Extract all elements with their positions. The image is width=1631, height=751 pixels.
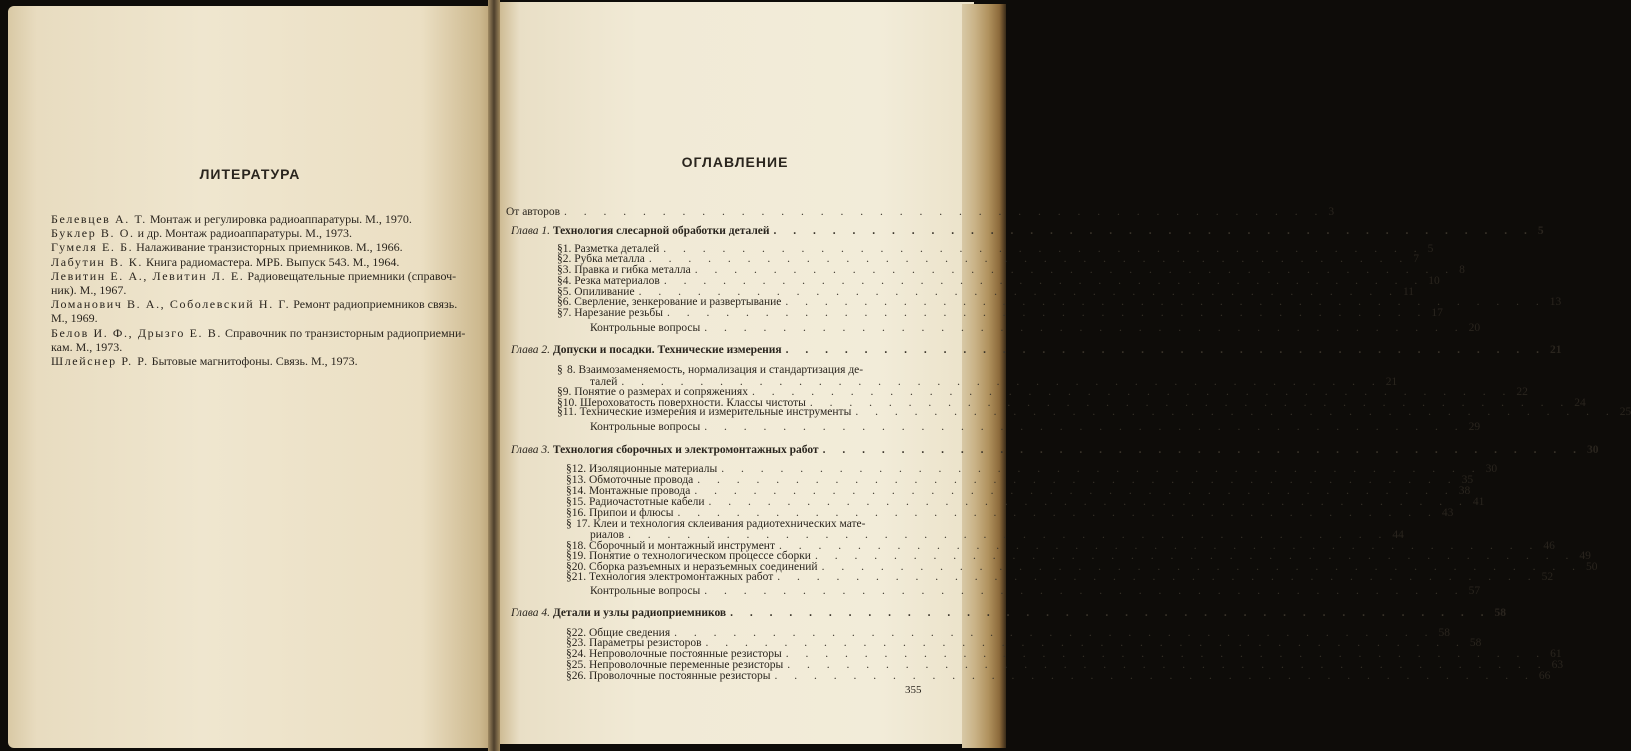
toc-chapter <box>511 344 1562 356</box>
toc-entry-text: Контрольные вопросы <box>590 421 701 433</box>
toc-entry-text: 6. Сверление, зенкерование и развертывание <box>562 296 782 308</box>
toc-entry-text: От авторов <box>506 206 561 218</box>
leader-dots: . . . . . . . . . . . . . . . . . . . . . . . . . . . . . . . . . . . . . . . <box>663 243 1424 255</box>
toc-entry-text: Технология слесарной обработки деталей <box>552 225 770 237</box>
toc-page-number: 5 <box>1427 243 1434 255</box>
leader-dots: . . . . . . . . . . . . . . . . . . . . . . . . . . . . . . . . . . . . . . . <box>648 253 1410 265</box>
toc-page-number: 58 <box>1438 627 1450 639</box>
toc-page-number: 11 <box>1402 286 1415 298</box>
toc-chapter <box>511 607 1507 619</box>
toc-page-number: 5 <box>1537 225 1544 237</box>
reference-text: Радиовещательные приемники (справоч- <box>244 268 457 283</box>
reference-author: Шлейснер Р. Р. <box>51 354 149 369</box>
toc-entry-text: талей <box>590 376 618 388</box>
toc-entry-text: 15. Радиочастотные кабели <box>571 496 705 508</box>
toc-entry-text: 3. Правка и гибка металла <box>562 264 691 276</box>
leader-dots: . . . . . . . . . . . . . . . . . . . . . . . . . . . . . . . . . . . . . . . <box>674 627 1435 639</box>
leader-dots: . . . . . . . . . . . . . . . . . . . . . . . . . . . . . . . . . . . . . . . <box>638 286 1399 298</box>
leader-dots: . . . . . . . . . . . . . . . . . . . . . . . . . . . . . . . . . . . . . . . <box>677 507 1438 519</box>
toc-page-number: 50 <box>1585 561 1598 573</box>
leader-dots: . . . . . . . . . . . . . . . . . . . . . . . . . . . . . . . . . . . . . . . <box>751 386 1513 398</box>
leader-dots: . . . . . . . . . . . . . . . . . . . . . . . . . . . . . . . . . . . . . . . <box>621 376 1382 388</box>
contents-title: ОГЛАВЛЕНИЕ <box>681 154 789 170</box>
leader-dots: . . . . . . . . . . . . . . . . . . . . . . . . . . . . . . . . . . . . . . . <box>704 421 1465 433</box>
toc-page-number: 46 <box>1543 540 1555 552</box>
toc-entry-text: Контрольные вопросы <box>590 585 701 597</box>
toc-page-number: 30 <box>1586 444 1599 456</box>
section-sign: § <box>566 659 572 671</box>
toc-entry-text: Допуски и посадки. Технические измерения <box>552 344 782 356</box>
leader-dots: . . . . . . . . . . . . . . . . . . . . . . . . . . . . . . . . . . . . . . . <box>774 670 1535 682</box>
section-sign: § <box>566 518 572 530</box>
leader-dots: . . . . . . . . . . . . . . . . . . . . . . . . . . . . . . . . . . . . . . . <box>787 659 1548 671</box>
leader-dots: . . . . . . . . . . . . . . . . . . . . . . . . . . . . . . . . . . . . . . . <box>778 540 1540 552</box>
toc-page-number: 20 <box>1468 322 1481 334</box>
chapter-label: Глава 3. <box>511 444 553 456</box>
reference-continuation: ник). М., 1967. <box>51 283 127 298</box>
section-sign: § <box>566 496 572 508</box>
reference-author: Белов И. Ф., Дрызго Е. В. <box>51 325 222 340</box>
reference-author: Лабутин В. К. <box>51 254 144 269</box>
toc-entry <box>566 571 1554 583</box>
toc-entry-text: 16. Припои и флюсы <box>571 507 674 519</box>
section-sign: § <box>566 550 572 562</box>
toc-entry-text: 10. Шероховатость поверхности. Классы чистоты <box>562 397 806 409</box>
section-sign: § <box>566 670 572 682</box>
section-sign: § <box>566 507 572 519</box>
toc-entry-text: 26. Проволочные постоянные резисторы <box>571 670 771 682</box>
page-number: 355 <box>905 684 922 696</box>
reference-text: и др. Монтаж радиоаппаратуры. М., 1973. <box>134 226 352 241</box>
toc-page-number: 58 <box>1469 637 1482 649</box>
toc-entry-text: 7. Нарезание резьбы <box>562 307 663 319</box>
section-sign: § <box>557 386 563 398</box>
toc-page-number: 24 <box>1574 397 1586 409</box>
reference-author: Буклер В. О. <box>51 226 135 241</box>
toc-entry-text: 20. Сборка разъемных и неразъемных соединений <box>571 561 818 573</box>
chapter-label: Глава 2. <box>511 344 553 356</box>
toc-page-number: 7 <box>1413 253 1419 265</box>
toc-entry-text: 1. Разметка деталей <box>562 243 660 255</box>
section-sign: § <box>566 463 572 475</box>
toc-entry-text: 13. Обмоточные провода <box>571 474 694 486</box>
reference-author: Белевцев А. Т. <box>51 212 147 226</box>
reference-item <box>51 255 471 269</box>
section-sign: § <box>566 561 572 573</box>
leader-dots: . . . . . . . . . . . . . . . . . . . . . . . . . . . . . . . . . . . . . . . <box>704 322 1465 334</box>
leader-dots: . . . . . . . . . . . . . . . . . . . . . . . . . . . . . . . . . . . . . . . <box>721 463 1482 475</box>
toc-entry-text: 14. Монтажные провода <box>571 485 691 497</box>
section-sign: § <box>557 307 563 319</box>
section-sign: § <box>557 264 563 276</box>
leader-dots: . . . . . . . . . . . . . . . . . . . . . . . . . . . . . . . . . . . . . . . <box>785 344 1547 356</box>
reference-item <box>51 226 471 240</box>
reference-text: Справочник по транзисторным радиоприемни- <box>221 325 466 340</box>
toc-page-number: 44 <box>1392 529 1404 541</box>
reference-item <box>51 212 471 226</box>
reference-continuation: кам. М., 1973. <box>51 339 123 354</box>
toc-page-number: 21 <box>1385 376 1398 388</box>
section-sign: § <box>557 364 563 376</box>
toc-page-number: 21 <box>1550 344 1562 356</box>
toc-entry <box>506 206 1335 218</box>
leader-dots: . . . . . . . . . . . . . . . . . . . . . . . . . . . . . . . . . . . . . . . <box>855 406 1616 418</box>
toc-page-number: 13 <box>1549 296 1562 308</box>
leader-dots: . . . . . . . . . . . . . . . . . . . . . . . . . . . . . . . . . . . . . . . <box>628 529 1389 541</box>
toc-entry-text: 5. Опиливание <box>562 286 635 298</box>
toc-entry-text: 23. Параметры резисторов <box>571 637 702 649</box>
reference-text: Налаживание транзисторных приемников. М., 1966. <box>133 240 403 255</box>
toc-page-number: 49 <box>1579 550 1591 562</box>
toc-page-number: 30 <box>1485 463 1498 475</box>
toc-entry-text: Технология сборочных и электромонтажных работ <box>552 444 819 456</box>
toc-chapter <box>511 444 1599 456</box>
leader-dots: . . . . . . . . . . . . . . . . . . . . . . . . . . . . . . . . . . . . . . . <box>694 485 1455 497</box>
reference-item <box>51 297 471 311</box>
reference-item <box>51 354 471 368</box>
toc-entry-text: 11. Технические измерения и измерительные инструменты <box>562 406 852 418</box>
section-sign: § <box>557 243 563 255</box>
section-sign: § <box>566 627 572 639</box>
toc-entry-text: 22. Общие сведения <box>571 627 671 639</box>
left-page <box>8 6 494 748</box>
leader-dots: . . . . . . . . . . . . . . . . . . . . . . . . . . . . . . . . . . . . . . . <box>708 496 1469 508</box>
leader-dots: . . . . . . . . . . . . . . . . . . . . . . . . . . . . . . . . . . . . . . . <box>773 225 1534 237</box>
toc-page-number: 66 <box>1538 670 1551 682</box>
book-gutter <box>488 0 500 751</box>
toc-entry-text: 4. Резка материалов <box>562 275 660 287</box>
toc-page-number: 17 <box>1431 307 1443 319</box>
toc-page-number: 10 <box>1428 275 1440 287</box>
reference-continuation: М., 1969. <box>51 311 98 326</box>
toc-page-number: 22 <box>1516 386 1528 398</box>
chapter-label: Глава 4. <box>511 607 553 619</box>
toc-entry <box>566 670 1551 682</box>
toc-entry-text: 12. Изоляционные материалы <box>571 463 718 475</box>
toc-entry-text: 18. Сборочный и монтажный инструмент <box>571 540 775 552</box>
leader-dots: . . . . . . . . . . . . . . . . . . . . . . . . . . . . . . . . . . . . . . . <box>663 275 1425 287</box>
leader-dots: . . . . . . . . . . . . . . . . . . . . . . . . . . . . . . . . . . . . . . . <box>666 307 1428 319</box>
reference-text: Ремонт радиоприемников связь. <box>290 297 458 312</box>
section-sign: § <box>566 474 572 486</box>
toc-page-number: 41 <box>1472 496 1485 508</box>
section-sign: § <box>566 648 572 660</box>
reference-list <box>51 212 471 368</box>
toc-chapter <box>511 225 1544 237</box>
leader-dots: . . . . . . . . . . . . . . . . . . . . . . . . . . . . . . . . . . . . . . . <box>704 585 1465 597</box>
toc-page-number: 8 <box>1459 264 1465 276</box>
reference-item <box>51 326 471 340</box>
literature-title: ЛИТЕРАТУРА <box>199 166 301 182</box>
toc-entry-text: 19. Понятие о технологическом процессе сборки <box>571 550 811 562</box>
toc-entry <box>590 421 1481 433</box>
toc-entry <box>557 406 1631 418</box>
toc-page-number: 63 <box>1551 659 1564 671</box>
leader-dots: . . . . . . . . . . . . . . . . . . . . . . . . . . . . . . . . . . . . . . . <box>809 397 1571 409</box>
leader-dots: . . . . . . . . . . . . . . . . . . . . . . . . . . . . . . . . . . . . . . . <box>785 296 1546 308</box>
reference-item <box>51 269 471 283</box>
toc-entry-text: 24. Непроволочные постоянные резисторы <box>571 648 782 660</box>
toc-entry-text: 9. Понятие о размерах и сопряжениях <box>562 386 748 398</box>
toc-entry-text: 21. Технология электромонтажных работ <box>571 571 774 583</box>
section-sign: § <box>557 397 563 409</box>
toc-page-number: 29 <box>1468 421 1481 433</box>
leader-dots: . . . . . . . . . . . . . . . . . . . . . . . . . . . . . . . . . . . . . . . <box>821 561 1582 573</box>
section-sign: § <box>557 286 563 298</box>
reference-text: Бытовые магнитофоны. Связь. М., 1973. <box>148 354 358 369</box>
reference-item <box>51 240 471 254</box>
toc-entry <box>557 307 1443 319</box>
section-sign: § <box>566 485 572 497</box>
toc-entry <box>557 364 918 376</box>
reference-author: Гумеля Е. Б. <box>51 240 134 255</box>
chapter-label: Глава 1. <box>511 225 553 237</box>
toc-entry <box>590 585 1481 597</box>
leader-dots: . . . . . . . . . . . . . . . . . . . . . . . . . . . . . . . . . . . . . . . <box>814 550 1576 562</box>
leader-dots: . . . . . . . . . . . . . . . . . . . . . . . . . . . . . . . . . . . . . . . <box>777 571 1538 583</box>
reference-text: Книга радиомастера. МРБ. Выпуск 543. М., 1964. <box>143 254 400 269</box>
toc-entry-text: Детали и узлы радиоприемников <box>552 607 727 619</box>
leader-dots: . . . . . . . . . . . . . . . . . . . . . . . . . . . . . . . . . . . . . . . <box>694 264 1456 276</box>
toc-entry-text: 2. Рубка металла <box>562 253 645 265</box>
section-sign: § <box>557 253 563 265</box>
toc-entry <box>590 322 1481 334</box>
reference-author: Ломанович В. А., Соболевский Н. Г. <box>51 297 291 312</box>
section-sign: § <box>557 406 563 418</box>
leader-dots: . . . . . . . . . . . . . . . . . . . . . . . . . . . . . . . . . . . . . . . <box>564 206 1325 218</box>
section-sign: § <box>557 296 563 308</box>
toc-page-number: 3 <box>1328 206 1335 218</box>
toc-entry-text: риалов <box>590 529 625 541</box>
section-sign: § <box>557 275 563 287</box>
leader-dots: . . . . . . . . . . . . . . . . . . . . . . . . . . . . . . . . . . . . . . . <box>822 444 1583 456</box>
leader-dots: . . . . . . . . . . . . . . . . . . . . . . . . . . . . . . . . . . . . . . . <box>785 648 1547 660</box>
section-sign: § <box>566 540 572 552</box>
reference-author: Левитин Е. А., Левитин Л. Е. <box>51 268 245 283</box>
toc-page-number: 57 <box>1468 585 1481 597</box>
section-sign: § <box>566 571 572 583</box>
reference-text: Монтаж и регулировка радиоаппаратуры. М., 1970. <box>146 212 412 226</box>
toc-page-number: 43 <box>1441 507 1454 519</box>
leader-dots: . . . . . . . . . . . . . . . . . . . . . . . . . . . . . . . . . . . . . . . <box>697 474 1458 486</box>
toc-page-number: 38 <box>1458 485 1471 497</box>
toc-page-number: 52 <box>1541 571 1554 583</box>
toc-entry-text: 25. Непроволочные переменные резисторы <box>571 659 784 671</box>
toc-page-number: 35 <box>1461 474 1474 486</box>
toc-entry-text: Контрольные вопросы <box>590 322 701 334</box>
leader-dots: . . . . . . . . . . . . . . . . . . . . . . . . . . . . . . . . . . . . . . . <box>705 637 1466 649</box>
toc-page-number: 58 <box>1494 607 1507 619</box>
section-sign: § <box>566 637 572 649</box>
toc-page-number: 25 <box>1619 406 1631 418</box>
toc-entry-text: 8. Взаимозаменяемость, нормализация и стандартизация де- <box>567 364 864 376</box>
toc-page-number: 61 <box>1550 648 1562 660</box>
toc-entry-text: 17. Клеи и технология склеивания радиотехнических мате- <box>576 518 866 530</box>
leader-dots: . . . . . . . . . . . . . . . . . . . . . . . . . . . . . . . . . . . . . . . <box>730 607 1491 619</box>
